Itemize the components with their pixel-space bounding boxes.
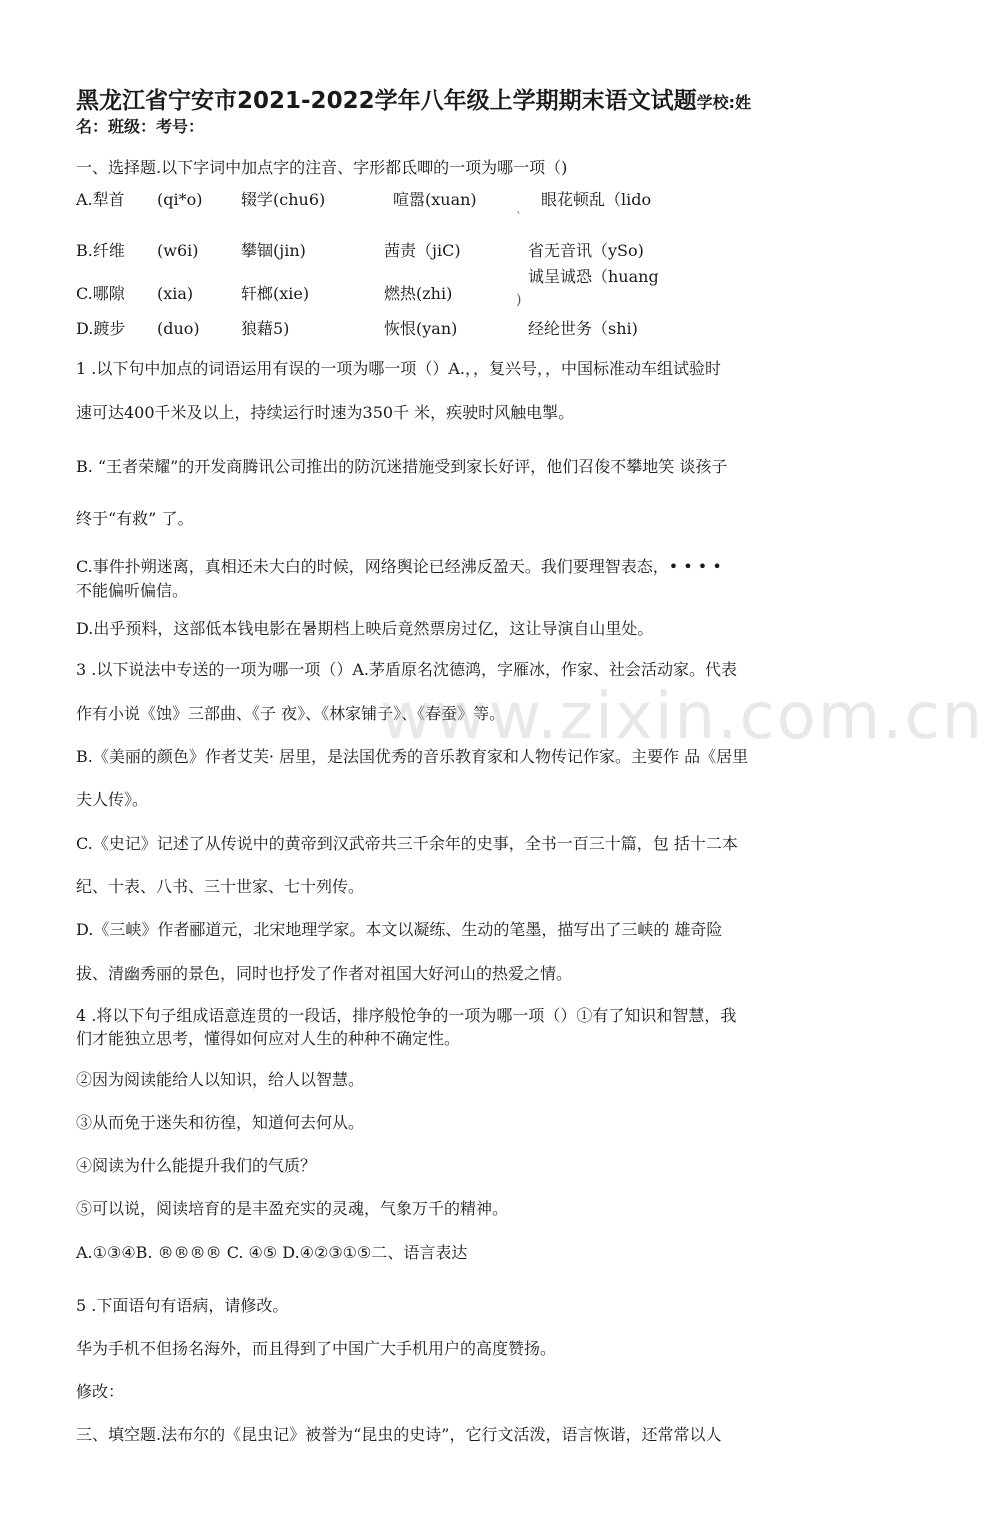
- q5-revise-label: 修改：: [76, 1382, 125, 1401]
- option-b-word2: 攀锢(jin): [241, 241, 306, 260]
- q1-option-b-line1: B. “王者荣耀”的开发商腾讯公司推出的防沉迷措施受到家长好评，他们召俊不攀地笑 谈孩子: [76, 457, 728, 476]
- q1-option-b-line2: 终于“有救” 了。: [76, 509, 194, 528]
- option-a-word: A.犁首: [76, 190, 125, 209]
- q4-sentence4: ④阅读为什么能提升我们的气质？: [76, 1156, 317, 1175]
- q5-line2: 华为手机不但扬名海外，而且得到了中国广大手机用户的高度赞扬。: [76, 1339, 557, 1358]
- title-main: 黑龙江省宁安市2021-2022学年八年级上学期期末语文试题: [76, 88, 697, 114]
- q3-option-d-line1: D.《三峡》作者郦道元，北宋地理学家。本文以凝练、生动的笔墨，描写出了三峡的 雄奇险: [76, 920, 723, 939]
- q4-sentence3: ③从而免于迷失和彷徨，知道何去何从。: [76, 1113, 365, 1132]
- option-b-word3: 茜责（jiC): [384, 241, 461, 260]
- option-a-word2: 辍学(chu6): [241, 190, 326, 209]
- q3-line1: 3 .以下说法中专送的一项为哪一项（）A.茅盾原名沈德鸿，字雁冰，作家、社会活动家。代表: [76, 660, 737, 679]
- option-d-word: D.踱步: [76, 319, 126, 338]
- q3-option-b-line1: B.《美丽的颜色》作者艾芙· 居里，是法国优秀的音乐教育家和人物传记作家。主要作 品《居里: [76, 747, 749, 766]
- q1-option-c-line2: 不能偏听偏信。: [76, 581, 189, 600]
- stray-mark: `: [516, 210, 522, 224]
- q3-option-d-line2: 拔、清幽秀丽的景色，同时也抒发了作者对祖国大好河山的热爱之情。: [76, 964, 573, 983]
- option-a-word3: 喧嚣(xuan): [393, 190, 477, 209]
- q4-sentence5: ⑤可以说，阅读培育的是丰盈充实的灵魂，气象万千的精神。: [76, 1199, 509, 1218]
- q1-option-c-line1: C.事件扑朔迷离，真相还未大白的时候，网络舆论已经沸反盈天。我们要理智表态，• • • •: [76, 557, 722, 576]
- section1-heading: 一、选择题.以下字词中加点字的注音、字形都氐唧的一项为哪一项（): [76, 158, 568, 177]
- option-b-word4: 省无音讯（ySo): [528, 241, 644, 260]
- option-c-pinyin: (xia): [157, 284, 194, 303]
- q5-line1: 5 .下面语句有语病，请修改。: [76, 1296, 289, 1315]
- watermark: www.zixin.com.cn: [380, 680, 984, 754]
- q4-sentence2: ②因为阅读能给人以知识，给人以智慧。: [76, 1070, 365, 1089]
- q1-line2: 速可达400千米及以上，持续运行时速为350千 米，疾驶时风触电掣。: [76, 403, 575, 422]
- option-b-word: B.纤维: [76, 241, 125, 260]
- q1-option-d: D.出乎预料，这部低本钱电影在暑期档上映后竟然票房过亿，这让导演自山里处。: [76, 619, 654, 638]
- q3-option-b-line2: 夫人传》。: [76, 790, 149, 809]
- option-d-word3: 恢恨(yan): [384, 319, 458, 338]
- option-d-pinyin: (duo): [157, 319, 200, 338]
- q4-line2: 们才能独立思考，懂得如何应对人生的种种不确定性。: [76, 1029, 461, 1048]
- option-a-pinyin: (qi*o): [157, 190, 203, 209]
- section3-line1: 三、填空题.法布尔的《昆虫记》被誉为“昆虫的史诗”，它行文活泼，语言恢谐，还常常以人: [76, 1425, 722, 1444]
- student-info-line: 名：班级：考号：: [76, 117, 205, 136]
- option-c-word4: 诚呈诚恐（huang: [528, 267, 659, 286]
- stray-paren: ): [516, 292, 522, 308]
- q4-options: A.①③④B. ®®®® C. ④⑤ D.④②③①⑤二、语言表达: [76, 1243, 468, 1262]
- q1-line1: 1 .以下句中加点的词语运用有误的一项为哪一项（）A.，，复兴号，，中国标准动车组试验时: [76, 359, 721, 378]
- option-d-word2: 狼藉5): [241, 319, 290, 338]
- option-c-word2: 轩榔(xie): [241, 284, 310, 303]
- option-a-word4: 眼花顿乱（lido: [541, 190, 652, 209]
- option-c-word: C.哪隙: [76, 284, 125, 303]
- title-tail: 学校:姓: [696, 93, 751, 112]
- page-title: [76, 86, 751, 118]
- q3-option-c-line1: C.《史记》记述了从传说中的黄帝到汉武帝共三千余年的史事，全书一百三十篇，包 括十二本: [76, 834, 738, 853]
- option-b-pinyin: (w6i): [157, 241, 199, 260]
- q4-line1: 4 .将以下句子组成语意连贯的一段话，排序般怆争的一项为哪一项（）①有了知识和智慧，我: [76, 1006, 737, 1025]
- option-d-word4: 经纶世务（shi): [528, 319, 638, 338]
- option-c-word3: 燃热(zhi): [384, 284, 453, 303]
- q3-line2: 作有小说《蚀》三部曲、《子 夜》、《林家铺子》、《春蚕》等。: [76, 704, 506, 723]
- q3-option-c-line2: 纪、十表、八书、三十世家、七十列传。: [76, 877, 365, 896]
